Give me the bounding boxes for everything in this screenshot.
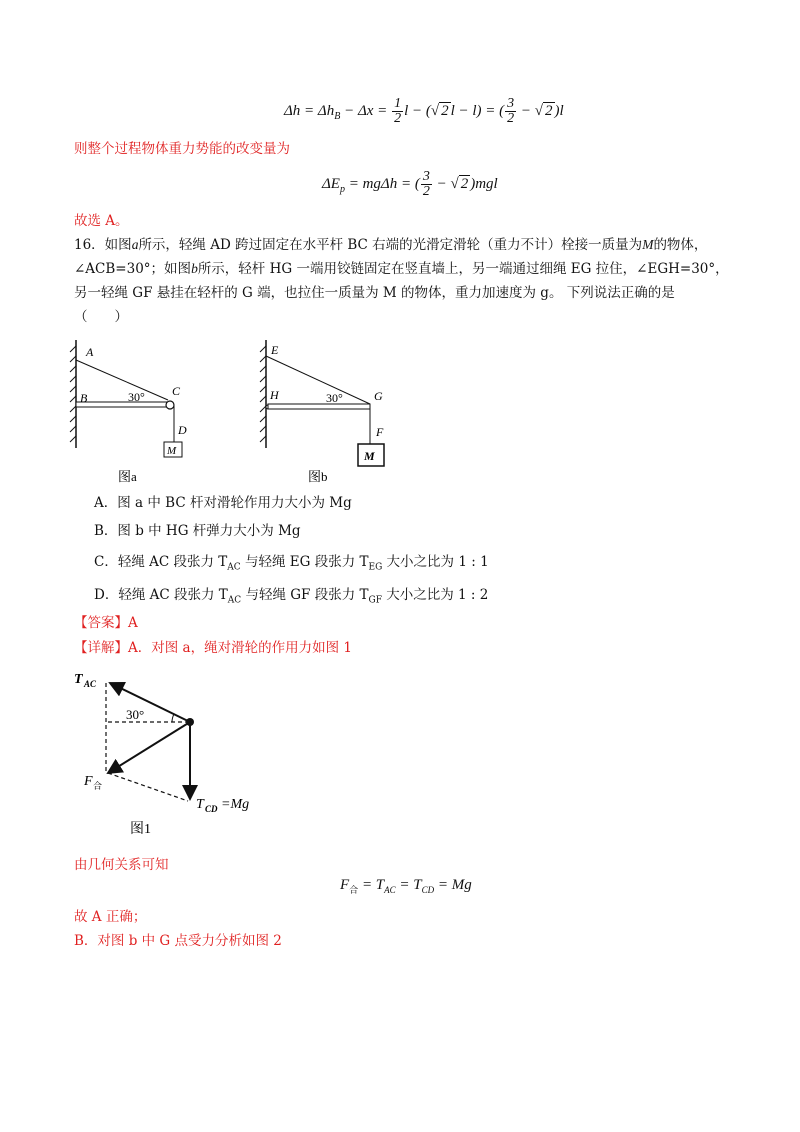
fig-a-label-c: C	[172, 384, 181, 398]
eq3-fsub: 合	[349, 885, 359, 895]
eq2-f-den: 2	[422, 184, 430, 199]
fig-b-label-m: M	[364, 449, 375, 463]
q16-l1-fig-a: a	[131, 237, 139, 252]
eq1-f1-den: 2	[394, 111, 402, 126]
q16-l1-e: 的物体，	[653, 237, 708, 253]
q16-l1-mass: M	[642, 237, 654, 252]
equation-force	[340, 877, 472, 896]
fig-a-angle: 30°	[128, 390, 145, 404]
fig1-tcd-eq: =Mg	[221, 797, 250, 812]
question-16-line-3: 另一轻绳 GF 悬挂在轻杆的 G 端，也拉住一质量为 M 的物体，重力加速度为 g。 下列说法正确的是	[74, 285, 675, 301]
eq2-mid: = mgΔh = (	[344, 175, 420, 192]
q16-l2-c: 所示，轻杆 HG 一端用铰链固定在竖直墙上，另一端通过细绳 EG 拉住，∠EGH=30°，	[197, 261, 729, 277]
fig-a-label-d: D	[178, 423, 187, 437]
option-c-a: C．轻绳 AC 段张力 T	[94, 554, 228, 570]
line-a-correct: 故 A 正确；	[74, 909, 147, 925]
q16-l1-a: 16．如图	[74, 237, 132, 253]
eq1-root-2: 2	[545, 102, 553, 119]
option-c-sub2: EG	[368, 562, 383, 573]
eq1-f1-num: 1	[394, 96, 402, 111]
eq2-mid2: −	[432, 175, 451, 192]
fig-a-label-m: M	[167, 445, 177, 457]
fig-b-caption: 图b	[308, 469, 328, 484]
option-d	[94, 583, 488, 606]
q16-l1-c: 所示，轻绳 AD 跨过固定在水平杆 BC 右端的光滑定滑轮（重力不计）栓接一质量为	[138, 237, 643, 253]
eq1-f2-num: 3	[507, 96, 515, 111]
option-a: A．图 a 中 BC 杆对滑轮作用力大小为 Mg	[94, 495, 352, 511]
fig1-tcd-sub: CD	[205, 804, 218, 814]
eq2-lhs: ΔE	[322, 175, 340, 192]
q16-l2-fig-b: b	[191, 261, 198, 276]
option-d-sub1: AC	[227, 595, 242, 606]
eq1-fraction-1	[392, 97, 403, 126]
eq1-fraction-2	[505, 97, 516, 126]
question-16-line-2	[74, 259, 729, 279]
fig1-fhe-sub: 合	[93, 781, 103, 791]
fig1-angle: 30°	[126, 707, 145, 722]
fig1-fhe: F	[84, 774, 93, 789]
eq2-f-num: 3	[422, 169, 430, 184]
question-16-line-4: （ ）	[74, 309, 128, 325]
equation-delta-ep: $\Delta E_p = mg\Delta h$ = ( $\frac{3}{2}$ − √ 2 )mgl	[322, 169, 498, 199]
figure-b	[258, 338, 398, 488]
option-c	[94, 550, 489, 573]
eq3-eq1: = T	[358, 877, 385, 893]
fig-a-caption: 图a	[118, 469, 137, 484]
question-16-line-1	[74, 235, 707, 255]
option-c-b: 与轻绳 EG 段张力 T	[240, 554, 369, 570]
eq3-s2: CD	[421, 885, 435, 895]
eq2-fraction	[421, 170, 432, 199]
answer-line: 【答案】A	[74, 615, 138, 631]
fig1-tcd: T	[196, 797, 204, 812]
red-line-choose-a: 故选 A。	[74, 213, 129, 229]
figure-1	[72, 665, 272, 840]
option-c-c: 大小之比为 1 : 1	[382, 554, 489, 570]
eq1-mid1: − Δx =	[340, 102, 392, 119]
detail-line: 【详解】A．对图 a，绳对滑轮的作用力如图 1	[74, 640, 352, 656]
equation-delta-h: $\Delta h = \Delta h_B - \Delta x$ = $\frac{1}{2}$ l − (√ 2 l − l) = ( $\frac{3}{2}$ − √ 2 )l	[284, 96, 564, 126]
eq3-tail: = Mg	[434, 877, 472, 893]
eq1-tail: )l	[554, 102, 564, 119]
eq1-lhs: Δh = Δh	[284, 102, 335, 119]
figure-a	[68, 338, 198, 488]
eq1-mid2: l − (	[404, 102, 431, 119]
fig-b-label-f: F	[376, 425, 384, 439]
option-d-c: 大小之比为 1 : 2	[381, 587, 489, 603]
fig-b-label-h: H	[270, 388, 279, 402]
eq3-s1: AC	[384, 885, 396, 895]
fig-b-label-e: E	[271, 343, 279, 357]
option-d-a: D．轻绳 AC 段张力 T	[94, 587, 228, 603]
line-b-analysis: B．对图 b 中 G 点受力分析如图 2	[74, 933, 282, 949]
fig-b-label-g: G	[374, 389, 383, 403]
fig-a-label-a: A	[86, 345, 94, 359]
fig1-tac-sub: AC	[84, 679, 97, 689]
option-b: B．图 b 中 HG 杆弹力大小为 Mg	[94, 523, 301, 539]
option-d-sub2: GF	[368, 595, 382, 606]
eq3-f: F	[340, 877, 350, 893]
eq1-sub: B	[334, 110, 341, 122]
eq1-mid3: l − l) = (	[450, 102, 505, 119]
eq2-tail: )mgl	[470, 175, 498, 192]
eq1-root-1: 2	[441, 102, 449, 119]
fig1-tac: T	[74, 672, 83, 687]
q16-l2-a: ∠ACB=30°；如图	[74, 261, 192, 277]
eq1-f2-den: 2	[507, 111, 515, 126]
geometry-line: 由几何关系可知	[74, 857, 169, 873]
option-d-b: 与轻绳 GF 段张力 T	[241, 587, 369, 603]
eq3-eq2: = T	[395, 877, 422, 893]
fig1-caption: 图1	[130, 822, 151, 837]
red-line-potential-energy: 则整个过程物体重力势能的改变量为	[74, 141, 290, 157]
eq2-root: 2	[460, 175, 469, 192]
option-c-sub1: AC	[227, 562, 241, 573]
eq2-sub: p	[339, 183, 345, 195]
fig-b-angle: 30°	[326, 391, 343, 405]
eq1-mid4: −	[517, 102, 535, 119]
fig-a-label-b: B	[80, 391, 88, 405]
